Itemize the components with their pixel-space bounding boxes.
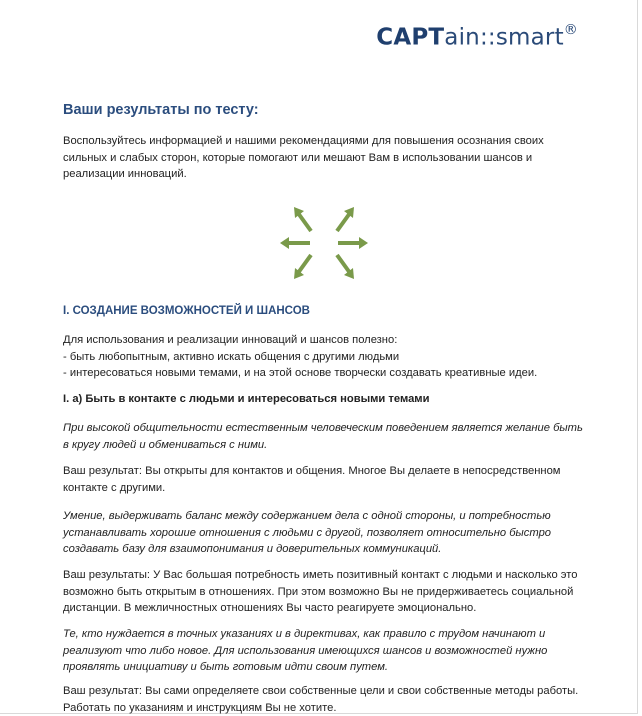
italic-paragraph-3 bbox=[63, 626, 583, 676]
result-line: возможно быть открытым в отношениях. При этом возможно Вы не придерживаетесь социальной bbox=[63, 585, 574, 598]
result-line: контакте с другими. bbox=[63, 481, 166, 494]
result-line: Ваш результат: Вы сами определяете свои собственные цели и свои собственные методы работы. bbox=[63, 685, 579, 697]
logo-rest: ain::smart bbox=[444, 24, 564, 51]
result-line: Работать по указаниям и инструкциям Вы не хотите. bbox=[63, 701, 337, 714]
result-line: Ваш результаты: У Вас большая потребность иметь позитивный контакт с людьми и насколько это bbox=[63, 569, 578, 581]
italic-line: создавать базу для взаимопонимания и доверительных коммуникаций. bbox=[63, 543, 442, 556]
result-line: дистанции. В межличностных отношениях Вы часто реагируете эмоционально. bbox=[63, 602, 477, 615]
intro-paragraph bbox=[63, 133, 553, 183]
intro-line: сильных и слабых сторон, которые помогают или мешают Вам в использовании шансов и bbox=[63, 151, 533, 164]
logo-brand: CAPT bbox=[376, 24, 445, 51]
italic-line: Те, кто нуждается в точных указаниях и в директивах, как правило с трудом начинают и bbox=[63, 628, 546, 640]
captain-smart-logo bbox=[376, 24, 578, 51]
section-intro-line: - интересоваться новыми темами, и на этой основе творчески создавать креативные идеи. bbox=[63, 367, 538, 380]
page-title: Ваши результаты по тесту: bbox=[63, 102, 259, 118]
italic-line: проявлять инициативу и быть готовым идти своим путем. bbox=[63, 661, 388, 674]
result-line: Ваш результат: Вы открыты для контактов и общения. Многое Вы делаете в непосредственном bbox=[63, 465, 561, 477]
section-intro bbox=[63, 332, 563, 382]
italic-line: реализуют что либо новое. Для использования имеющихся шансов и возможностей нужно bbox=[63, 644, 548, 657]
logo-registered-mark: ® bbox=[563, 22, 578, 38]
subsection-title: I. а) Быть в контакте с людьми и интересоваться новыми темами bbox=[63, 393, 430, 405]
italic-paragraph-2 bbox=[63, 508, 583, 558]
intro-line: реализации инноваций. bbox=[63, 168, 187, 181]
italic-line: в кругу людей и обмениваться с ними. bbox=[63, 438, 268, 451]
italic-paragraph-1 bbox=[63, 420, 583, 453]
result-paragraph-1 bbox=[63, 463, 563, 496]
result-paragraph-3 bbox=[63, 683, 583, 716]
section-intro-line: Для использования и реализации инноваций и шансов полезно: bbox=[63, 334, 398, 346]
result-paragraph-2 bbox=[63, 567, 583, 617]
italic-line: Умение, выдерживать баланс между содержанием дела с одной стороны, и потребностью bbox=[63, 510, 551, 522]
section-intro-line: - быть любопытным, активно искать общения с другими людьми bbox=[63, 350, 400, 363]
italic-line: устанавливать хорошие отношения с людьми с другой, позволяет относительно быстро bbox=[63, 526, 552, 539]
section-title: I. СОЗДАНИЕ ВОЗМОЖНОСТЕЙ И ШАНСОВ bbox=[63, 305, 310, 317]
italic-line: При высокой общительности естественным человеческим поведением является желание быть bbox=[63, 422, 583, 434]
radiating-arrows-icon bbox=[280, 203, 368, 283]
intro-line: Воспользуйтесь информацией и нашими рекомендациями для повышения осознания своих bbox=[63, 135, 544, 147]
